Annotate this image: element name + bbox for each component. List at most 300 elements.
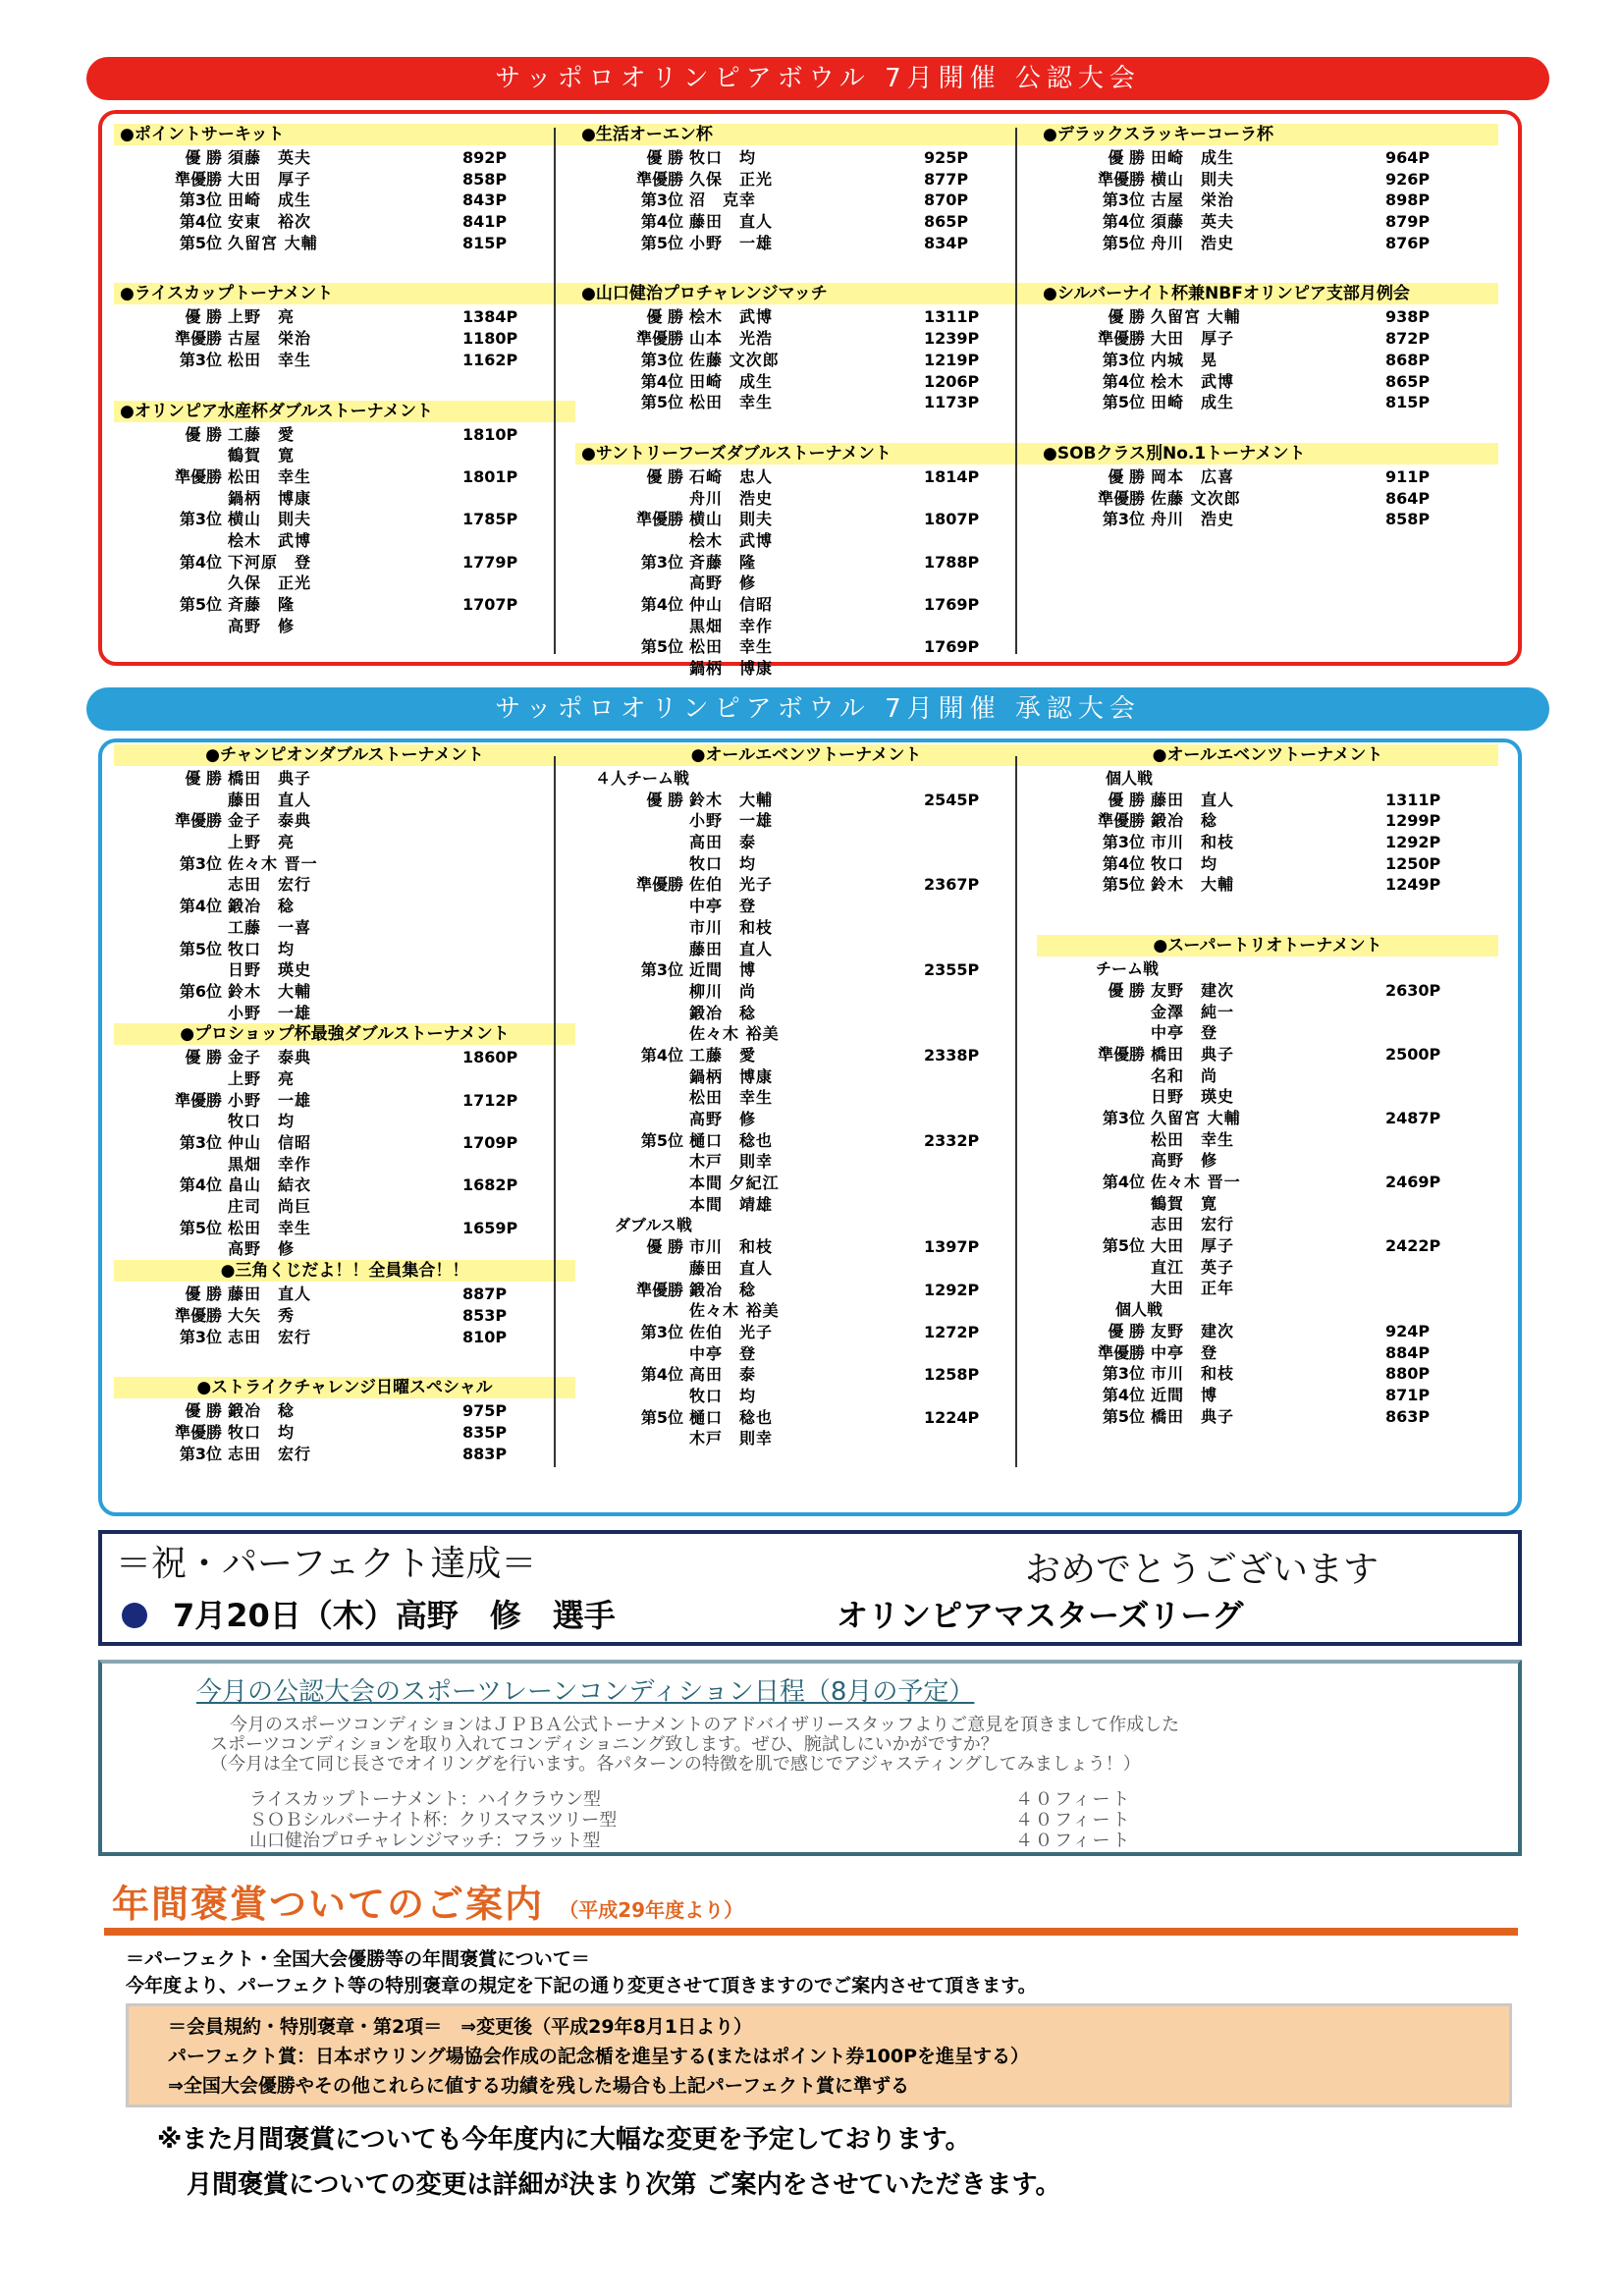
player-name: 鈴木 大輔 bbox=[1151, 875, 1235, 895]
result-row bbox=[1037, 1278, 1498, 1299]
result-row bbox=[575, 874, 1037, 896]
result-row bbox=[575, 1023, 1037, 1045]
player-name: 工藤 愛 bbox=[689, 1045, 757, 1065]
score: 1272P bbox=[924, 1322, 980, 1341]
player-name: 牧口 均 bbox=[228, 1112, 296, 1131]
result-row bbox=[114, 810, 575, 832]
rank: 優 勝 bbox=[1108, 466, 1145, 486]
rank: 優 勝 bbox=[185, 1285, 222, 1304]
result-row bbox=[114, 1090, 575, 1112]
result-row bbox=[575, 147, 1037, 169]
spacer bbox=[1037, 896, 1498, 935]
rank: 準優勝 bbox=[635, 875, 683, 895]
result-row bbox=[1037, 790, 1498, 811]
rank: 準優勝 bbox=[635, 329, 683, 349]
player-name: 古屋 栄治 bbox=[1151, 191, 1235, 210]
player-name: 友野 建次 bbox=[1151, 1321, 1235, 1340]
rank: 第3位 bbox=[640, 191, 683, 210]
score: 1258P bbox=[924, 1365, 980, 1385]
score: 1162P bbox=[462, 350, 518, 369]
rank: 準優勝 bbox=[174, 329, 222, 349]
player-name: 石崎 忠人 bbox=[689, 466, 774, 486]
perfect-game-box bbox=[98, 1530, 1522, 1646]
monthly-award-note: 月間褒賞についての変更は詳細が決まり次第 ご案内をさせていただきます。 bbox=[187, 2170, 1061, 2200]
player-name: 中亭 登 bbox=[689, 1343, 757, 1363]
result-row bbox=[575, 810, 1037, 832]
rule-line: ⇒全国大会優勝やその他これらに値する功績を残した場合も上記パーフェクト賞に準ずる bbox=[168, 2075, 910, 2097]
score: 1180P bbox=[462, 329, 518, 349]
rank: 第4位 bbox=[1102, 853, 1145, 873]
condition-item: 山口健治プロチャレンジマッチ：フラット型 bbox=[249, 1831, 601, 1851]
score: 1709P bbox=[462, 1133, 518, 1152]
result-row bbox=[1037, 1342, 1498, 1364]
rank: 第5位 bbox=[179, 1218, 222, 1237]
score: 975P bbox=[462, 1401, 508, 1421]
player-name: 桧木 武博 bbox=[689, 307, 774, 327]
player-name: 金子 泰典 bbox=[228, 811, 312, 831]
result-row bbox=[575, 594, 1037, 616]
rank: 第3位 bbox=[1102, 833, 1145, 852]
column-divider bbox=[1015, 756, 1017, 1467]
spacer bbox=[575, 253, 1037, 283]
player-name: 牧口 均 bbox=[228, 1422, 296, 1442]
result-row bbox=[1037, 810, 1498, 832]
result-row bbox=[575, 1386, 1037, 1407]
result-row bbox=[114, 1422, 575, 1444]
rank: 第5位 bbox=[1102, 1406, 1145, 1426]
player-name: 田崎 成生 bbox=[228, 191, 312, 210]
rank: 第4位 bbox=[179, 1175, 222, 1195]
player-name: 佐藤 文次郎 bbox=[689, 350, 780, 369]
rank: 第3位 bbox=[640, 960, 683, 980]
approved-banner: サッポロオリンピアボウル 7月開催 承認大会 bbox=[86, 687, 1549, 731]
player-name: 牧口 均 bbox=[228, 939, 296, 958]
score: 892P bbox=[462, 148, 508, 167]
player-name: 中亭 登 bbox=[1151, 1342, 1218, 1362]
result-row bbox=[575, 1130, 1037, 1152]
result-row bbox=[575, 350, 1037, 371]
result-row bbox=[1037, 169, 1498, 191]
player-name: 工藤 一喜 bbox=[228, 917, 312, 937]
official-col-3 bbox=[1037, 124, 1498, 530]
player-name: 鍋柄 博康 bbox=[228, 488, 312, 508]
rank: 第3位 bbox=[179, 853, 222, 873]
score: 1397P bbox=[924, 1237, 980, 1257]
player-name: 佐伯 光子 bbox=[689, 875, 774, 895]
result-row bbox=[575, 1087, 1037, 1109]
result-row bbox=[114, 190, 575, 211]
player-name: 柳川 尚 bbox=[689, 981, 757, 1001]
spacer bbox=[114, 371, 575, 401]
player-name: 日野 瑛史 bbox=[1151, 1087, 1235, 1107]
rank: 第4位 bbox=[1102, 212, 1145, 232]
score: 863P bbox=[1385, 1406, 1431, 1426]
division-label: ダブルス戦 bbox=[615, 1216, 692, 1235]
score: 870P bbox=[924, 191, 969, 210]
result-row bbox=[114, 552, 575, 574]
tournament-title: ●三角くじだよ！！全員集合！！ bbox=[114, 1260, 575, 1282]
rank: 第3位 bbox=[1102, 1108, 1145, 1127]
score: 1219P bbox=[924, 350, 980, 369]
player-name: 牧口 均 bbox=[1151, 853, 1218, 873]
rank: 優 勝 bbox=[646, 790, 683, 809]
approved-col-3 bbox=[1037, 744, 1498, 1427]
result-row bbox=[575, 1236, 1037, 1258]
player-name: 鍛冶 稔 bbox=[689, 1280, 757, 1299]
score: 1311P bbox=[924, 307, 980, 327]
division-label: 個人戦 bbox=[1106, 769, 1154, 788]
result-row bbox=[1037, 147, 1498, 169]
score: 843P bbox=[462, 191, 508, 210]
score: 1779P bbox=[462, 552, 518, 572]
rank: 優 勝 bbox=[1108, 980, 1145, 1000]
result-row bbox=[575, 306, 1037, 328]
score: 898P bbox=[1385, 191, 1431, 210]
score: 926P bbox=[1385, 169, 1431, 189]
tournament-title: ●オリンピア水産杯ダブルストーナメント bbox=[114, 401, 575, 422]
player-name: 桧木 武博 bbox=[228, 530, 312, 550]
score: 841P bbox=[462, 212, 508, 232]
result-row bbox=[114, 939, 575, 960]
player-name: 久留宮 大輔 bbox=[1151, 1108, 1241, 1127]
player-name: 鈴木 大輔 bbox=[689, 790, 774, 809]
result-row bbox=[114, 1047, 575, 1068]
result-row bbox=[575, 853, 1037, 875]
tournament-title: ●シルバーナイト杯兼NBFオリンピア支部月例会 bbox=[1037, 283, 1498, 304]
player-name: 横山 則夫 bbox=[228, 510, 312, 529]
player-name: 黒畑 幸作 bbox=[689, 616, 774, 635]
tournament-title: ●サントリーフーズダブルストーナメント bbox=[575, 443, 1037, 465]
score: 1239P bbox=[924, 329, 980, 349]
rank: 準優勝 bbox=[174, 1305, 222, 1325]
result-row bbox=[1037, 1022, 1498, 1044]
result-row bbox=[575, 1045, 1037, 1066]
player-name: 直江 英子 bbox=[1151, 1257, 1235, 1277]
rule-line: ＝会員規約・特別褒章・第2項＝ ⇒変更後（平成29年8月1日より） bbox=[168, 2016, 753, 2038]
award-rule-box bbox=[126, 2003, 1512, 2107]
rank: 準優勝 bbox=[1097, 329, 1145, 349]
player-name: 上野 亮 bbox=[228, 1068, 296, 1088]
score: 872P bbox=[1385, 329, 1431, 349]
result-row bbox=[1037, 980, 1498, 1002]
player-name: 佐々木 晋一 bbox=[1151, 1173, 1241, 1191]
result-row bbox=[114, 1218, 575, 1239]
result-row bbox=[575, 1151, 1037, 1173]
score: 880P bbox=[1385, 1364, 1431, 1384]
score: 868P bbox=[1385, 350, 1431, 369]
rank: 第4位 bbox=[640, 1045, 683, 1065]
award-title bbox=[112, 1874, 743, 1928]
player-name: 佐々木 裕美 bbox=[689, 1024, 780, 1044]
rank: 第5位 bbox=[1102, 393, 1145, 412]
player-name: 中亭 登 bbox=[1151, 1023, 1218, 1043]
result-row bbox=[114, 509, 575, 530]
condition-text: スポーツコンディションを取り入れてコンディショニング致します。ぜひ、腕試しにいかがですか？ bbox=[210, 1734, 999, 1755]
score: 2545P bbox=[924, 790, 980, 809]
player-name: 小野 一雄 bbox=[228, 1003, 312, 1022]
result-row bbox=[575, 1258, 1037, 1280]
player-name: 松田 幸生 bbox=[228, 466, 312, 486]
rank: 第3位 bbox=[179, 191, 222, 210]
score: 1311P bbox=[1385, 790, 1441, 809]
player-name: 藤田 直人 bbox=[228, 790, 312, 809]
result-row bbox=[1037, 1257, 1498, 1279]
result-row bbox=[575, 233, 1037, 254]
result-row bbox=[575, 509, 1037, 530]
score: 924P bbox=[1385, 1321, 1431, 1340]
result-row bbox=[114, 959, 575, 981]
rank: 第4位 bbox=[179, 897, 222, 916]
condition-length: ４０フィート bbox=[1015, 1831, 1132, 1851]
result-row bbox=[1037, 874, 1498, 896]
result-row bbox=[575, 466, 1037, 488]
player-name: 木戸 則幸 bbox=[689, 1152, 774, 1172]
score: 1682P bbox=[462, 1175, 518, 1195]
rank: 優 勝 bbox=[646, 466, 683, 486]
player-name: 鈴木 大輔 bbox=[228, 981, 312, 1001]
result-row bbox=[114, 350, 575, 371]
rank: 準優勝 bbox=[174, 169, 222, 189]
spacer bbox=[575, 413, 1037, 443]
player-name: 高田 泰 bbox=[689, 833, 757, 852]
player-name: 橋田 典子 bbox=[228, 769, 312, 788]
result-row bbox=[1037, 190, 1498, 211]
player-name: 本間 靖雄 bbox=[689, 1194, 774, 1214]
column-divider bbox=[1015, 128, 1017, 654]
player-name: 黒畑 幸作 bbox=[228, 1154, 312, 1174]
score: 964P bbox=[1385, 148, 1431, 167]
score: 834P bbox=[924, 233, 969, 252]
result-row bbox=[575, 1428, 1037, 1449]
player-name: 鍛冶 稔 bbox=[228, 1401, 296, 1421]
rank: 第3位 bbox=[1102, 350, 1145, 369]
player-name: 大田 厚子 bbox=[1151, 1236, 1235, 1256]
player-name: 近間 博 bbox=[1151, 1385, 1218, 1404]
rank: 準優勝 bbox=[174, 811, 222, 831]
condition-length: ４０フィート bbox=[1015, 1810, 1132, 1831]
league-name: オリンピアマスターズリーグ bbox=[837, 1597, 1244, 1634]
result-row bbox=[575, 1343, 1037, 1365]
player-name: 小野 一雄 bbox=[689, 233, 774, 252]
player-name: 鶴賀 寛 bbox=[1151, 1193, 1218, 1213]
result-row bbox=[114, 1154, 575, 1175]
score: 2367P bbox=[924, 875, 980, 895]
award-divider bbox=[104, 1928, 1518, 1936]
rank: 準優勝 bbox=[635, 1280, 683, 1299]
result-row bbox=[114, 424, 575, 446]
rank: 準優勝 bbox=[635, 169, 683, 189]
result-row bbox=[575, 190, 1037, 211]
result-row bbox=[114, 917, 575, 939]
condition-item: ライスカップトーナメント：ハイクラウン型 bbox=[249, 1789, 602, 1810]
player-name: 佐々木 晋一 bbox=[228, 853, 318, 873]
player-name: 久保 正光 bbox=[228, 574, 312, 593]
score: 1249P bbox=[1385, 875, 1441, 895]
player-name: 鍋柄 博康 bbox=[689, 659, 774, 679]
score: 864P bbox=[1385, 488, 1431, 508]
condition-heading: 今月の公認大会のスポーツレーンコンディション日程（8月の予定） bbox=[196, 1677, 975, 1707]
rank: 第4位 bbox=[640, 212, 683, 232]
rank: 第3位 bbox=[640, 1322, 683, 1341]
player-name: 藤田 直人 bbox=[689, 212, 774, 232]
player-name: 志田 宏行 bbox=[1151, 1215, 1235, 1234]
result-row bbox=[114, 328, 575, 350]
rank: 第5位 bbox=[640, 637, 683, 657]
player-name: 高野 修 bbox=[689, 574, 757, 593]
approved-col-1 bbox=[114, 744, 575, 1464]
player-name: 畠山 結衣 bbox=[228, 1175, 312, 1195]
condition-item: ＳＯＢシルバーナイト杯：クリスマスツリー型 bbox=[249, 1810, 618, 1831]
player-name: 大田 厚子 bbox=[228, 169, 312, 189]
player-name: 高野 修 bbox=[1151, 1151, 1218, 1171]
rank: 第4位 bbox=[640, 371, 683, 391]
perfect-entry bbox=[122, 1591, 616, 1636]
player-name: 田崎 成生 bbox=[1151, 393, 1235, 412]
result-row bbox=[1037, 392, 1498, 413]
rank: 準優勝 bbox=[174, 1090, 222, 1110]
tournament-title: ●チャンピオンダブルストーナメント bbox=[114, 744, 575, 766]
result-row bbox=[1037, 1385, 1498, 1406]
score: 1712P bbox=[462, 1090, 518, 1110]
score: 879P bbox=[1385, 212, 1431, 232]
player-name: 桧木 武博 bbox=[689, 530, 774, 550]
tournament-title: ●ライスカップトーナメント bbox=[114, 283, 575, 304]
player-name: 大矢 秀 bbox=[228, 1305, 296, 1325]
player-name: 小野 一雄 bbox=[689, 811, 774, 831]
player-name: 須藤 英夫 bbox=[228, 148, 312, 167]
result-row bbox=[114, 488, 575, 510]
score: 853P bbox=[462, 1305, 508, 1325]
player-name: 藤田 直人 bbox=[689, 939, 774, 958]
player-name: 牧口 均 bbox=[689, 1386, 757, 1405]
score: 1707P bbox=[462, 595, 518, 614]
rank: 第4位 bbox=[1102, 1173, 1145, 1191]
result-row bbox=[575, 1066, 1037, 1088]
player-name: 松田 幸生 bbox=[228, 1218, 312, 1237]
result-row bbox=[575, 552, 1037, 574]
player-name: 牧口 均 bbox=[689, 853, 757, 873]
score: 2630P bbox=[1385, 980, 1441, 1000]
tournament-title: ●生活オーエン杯 bbox=[575, 124, 1037, 145]
score: 2355P bbox=[924, 960, 980, 980]
player-name: 高野 修 bbox=[228, 1239, 296, 1259]
score: 1224P bbox=[924, 1407, 980, 1427]
result-row bbox=[1037, 1321, 1498, 1342]
result-row bbox=[114, 1400, 575, 1422]
result-row bbox=[114, 1003, 575, 1024]
player-name: 牧口 均 bbox=[689, 148, 757, 167]
player-name: 大田 厚子 bbox=[1151, 329, 1235, 349]
player-name: 市川 和枝 bbox=[689, 917, 774, 937]
award-announcement: ＝パーフェクト・全国大会優勝等の年間褒賞について＝ bbox=[126, 1948, 590, 1970]
player-name: 市川 和枝 bbox=[1151, 1364, 1235, 1384]
player-name: 樋口 稔也 bbox=[689, 1130, 774, 1150]
spacer bbox=[1037, 253, 1498, 283]
result-row bbox=[575, 392, 1037, 413]
rank: 準優勝 bbox=[174, 466, 222, 486]
score: 2422P bbox=[1385, 1236, 1441, 1256]
result-row bbox=[1037, 1172, 1498, 1193]
rank: 第5位 bbox=[640, 233, 683, 252]
result-row bbox=[114, 233, 575, 254]
player-name: 下河原 登 bbox=[228, 552, 312, 572]
rank: 優 勝 bbox=[185, 1401, 222, 1421]
rank: 第5位 bbox=[640, 393, 683, 412]
rank: 第4位 bbox=[179, 212, 222, 232]
score: 1860P bbox=[462, 1048, 518, 1067]
condition-text: （今月は全て同じ長さでオイリングを行います。各パターンの特徴を肌で感じでアジャスティングしてみましょう！） bbox=[210, 1754, 1141, 1775]
result-row bbox=[1037, 1066, 1498, 1087]
result-row bbox=[114, 1132, 575, 1154]
rank: 第5位 bbox=[640, 1407, 683, 1427]
player-name: 鶴賀 寛 bbox=[228, 446, 296, 465]
rank: 準優勝 bbox=[1097, 488, 1145, 508]
official-col-1 bbox=[114, 124, 575, 636]
score: 938P bbox=[1385, 307, 1431, 327]
rank: 第3位 bbox=[640, 350, 683, 369]
result-row bbox=[575, 832, 1037, 853]
rank: 第3位 bbox=[1102, 1364, 1145, 1384]
player-name: 大田 正年 bbox=[1151, 1279, 1235, 1298]
rank: 第5位 bbox=[640, 1130, 683, 1150]
tournament-title: ●ポイントサーキット bbox=[114, 124, 575, 145]
score: 1801P bbox=[462, 466, 518, 486]
player-name: 横山 則夫 bbox=[689, 510, 774, 529]
result-row bbox=[1037, 1235, 1498, 1257]
result-row bbox=[575, 1109, 1037, 1130]
result-row bbox=[575, 959, 1037, 981]
player-name: 松田 幸生 bbox=[228, 350, 312, 369]
player-name: 橋田 典子 bbox=[1151, 1406, 1235, 1426]
result-row bbox=[1037, 1108, 1498, 1129]
result-row bbox=[575, 636, 1037, 658]
result-row bbox=[114, 1305, 575, 1327]
player-name: 斉藤 隆 bbox=[228, 595, 296, 614]
player-name: 庄司 尚巨 bbox=[228, 1197, 312, 1217]
player-name: 安東 裕次 bbox=[228, 212, 312, 232]
score: 2500P bbox=[1385, 1044, 1441, 1064]
player-name: 仲山 信昭 bbox=[228, 1133, 312, 1152]
result-row bbox=[1037, 350, 1498, 371]
player-name: 近間 博 bbox=[689, 960, 757, 980]
result-row bbox=[1037, 1406, 1498, 1428]
score: 877P bbox=[924, 169, 969, 189]
score: 858P bbox=[462, 169, 508, 189]
score: 1250P bbox=[1385, 853, 1441, 873]
player-name: 高田 泰 bbox=[689, 1365, 757, 1385]
player-name: 志田 宏行 bbox=[228, 875, 312, 895]
tournament-title: ●デラックスラッキーコーラ杯 bbox=[1037, 124, 1498, 145]
score: 1814P bbox=[924, 466, 980, 486]
result-row bbox=[1037, 211, 1498, 233]
spacer bbox=[114, 1347, 575, 1377]
score: 925P bbox=[924, 148, 969, 167]
rank: 準優勝 bbox=[174, 1422, 222, 1442]
score: 2469P bbox=[1385, 1173, 1441, 1191]
tournament-title: ●オールエベンツトーナメント bbox=[1037, 744, 1498, 766]
score: 865P bbox=[924, 212, 969, 232]
player-name: 藤田 直人 bbox=[1151, 790, 1235, 809]
player-name: 金澤 純一 bbox=[1151, 1002, 1235, 1021]
player-name: 小野 一雄 bbox=[228, 1090, 312, 1110]
score: 911P bbox=[1385, 466, 1431, 486]
score: 1769P bbox=[924, 637, 980, 657]
result-row bbox=[1037, 1193, 1498, 1215]
result-row bbox=[1037, 371, 1498, 393]
rank: 第3位 bbox=[640, 552, 683, 572]
player-name: 仲山 信昭 bbox=[689, 595, 774, 614]
rank: 第4位 bbox=[640, 595, 683, 614]
